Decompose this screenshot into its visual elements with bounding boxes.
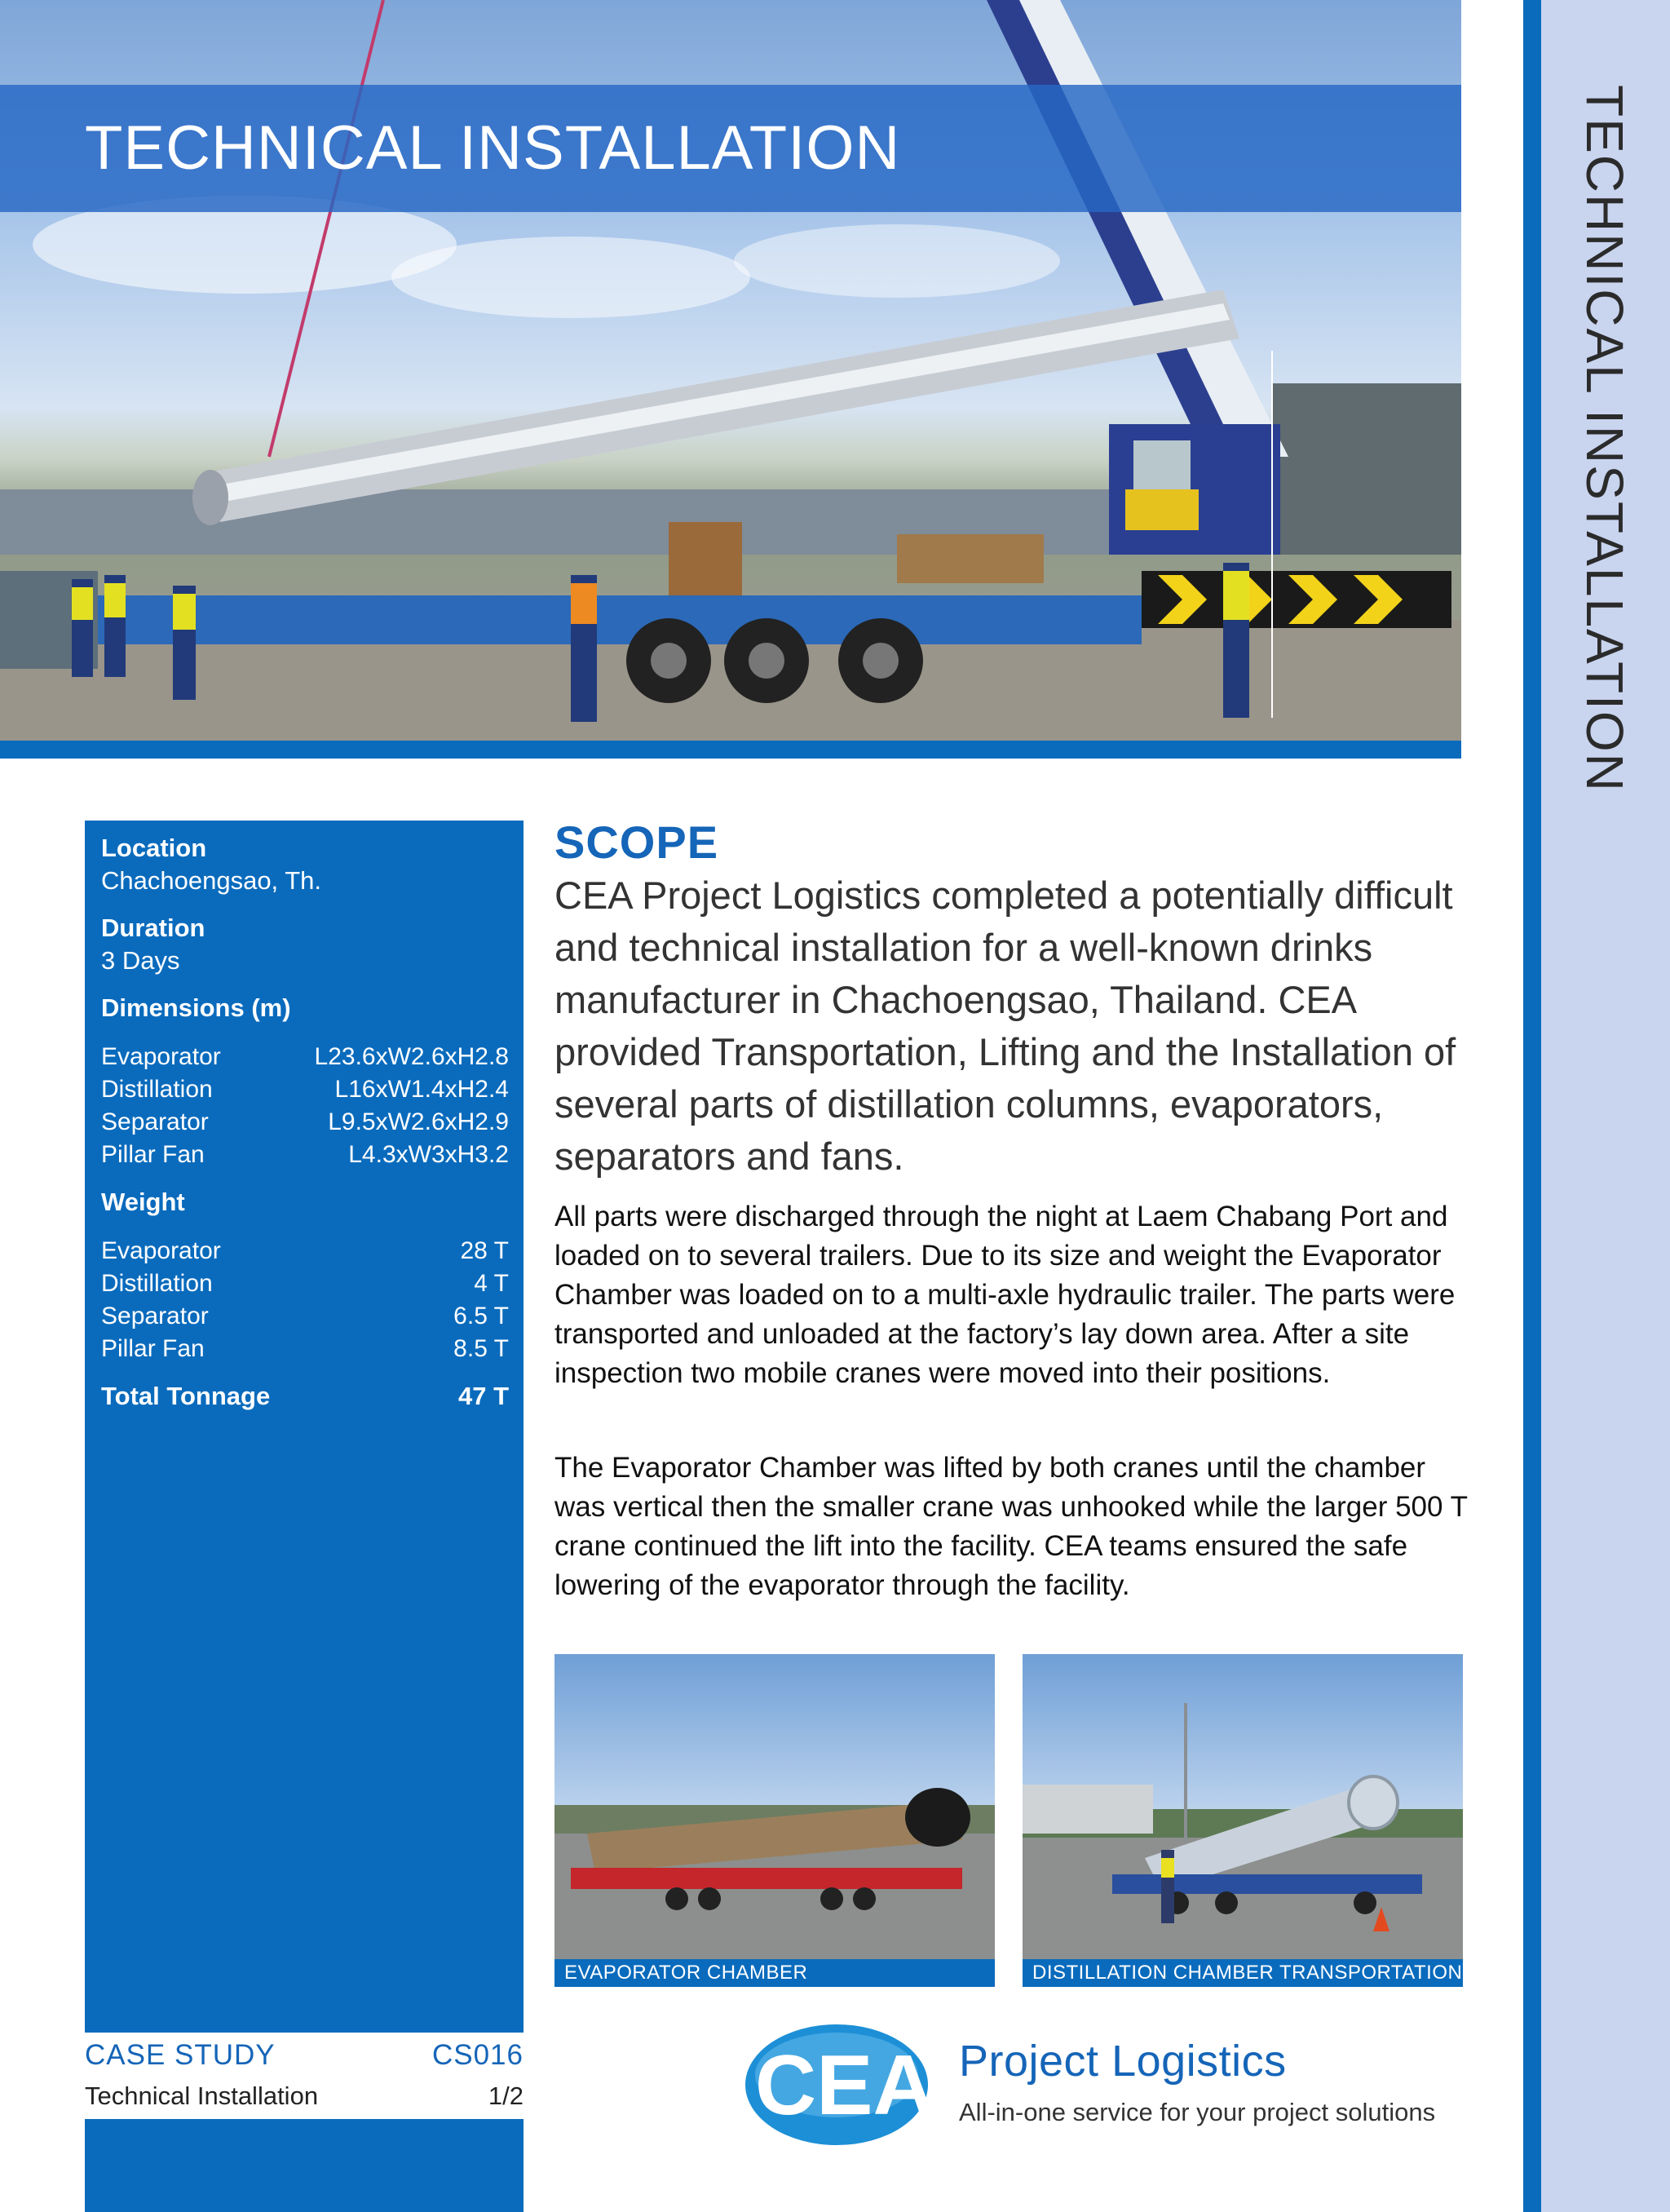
dimension-row	[101, 1041, 509, 1073]
weight-value: 6.5 T	[453, 1303, 509, 1329]
logo-company-name: Project Logistics	[959, 2037, 1287, 2086]
weight-value: 28 T	[460, 1237, 509, 1264]
case-study-code: CS016	[431, 2039, 524, 2071]
weight-row	[101, 1235, 509, 1267]
duration-label: Duration	[101, 914, 205, 942]
case-study-subtitle: Technical Installation	[85, 2081, 319, 2110]
weight-row	[101, 1300, 509, 1333]
dimension-item: Evaporator	[101, 1043, 221, 1070]
hero-title: TECHNICAL INSTALLATION	[85, 113, 901, 183]
dimension-item: Separator	[101, 1108, 209, 1135]
footer-blue-block	[85, 2119, 524, 2212]
dimension-value: L4.3xW3xH3.2	[348, 1141, 509, 1168]
case-study-header	[85, 2039, 524, 2072]
distillation-transport-photo	[1023, 1654, 1463, 1987]
cea-logo	[740, 2018, 1474, 2148]
weight-row	[101, 1267, 509, 1300]
location-value: Chachoengsao, Th.	[101, 866, 322, 895]
dimension-value: L16xW1.4xH2.4	[334, 1076, 509, 1103]
scope-paragraph-2: The Evaporator Chamber was lifted by both cranes until the chamber was vertical then the smaller crane was unhooked while the larger 500 T crane continued the lift into the facility. CEA teams ensured the safe lowering of the evaporator through the facility.	[554, 1452, 1468, 1601]
side-accent-bar	[1523, 0, 1541, 2212]
location-label: Location	[101, 834, 207, 862]
scope-heading: SCOPE	[554, 816, 719, 868]
weight-row	[101, 1333, 509, 1365]
dimension-row	[101, 1139, 509, 1171]
duration-value: 3 Days	[101, 946, 180, 975]
dimension-item: Pillar Fan	[101, 1141, 205, 1168]
evaporator-truck-scene	[554, 1654, 995, 1987]
scope-lead-paragraph: CEA Project Logistics completed a potentially difficult and technical installation for a well-known drinks manufacturer in Chachoengsao, Thailand. CEA provided Transportation, Lifting and the Installation of several parts of distillation columns, evaporators, separators and fans.	[554, 874, 1456, 1178]
dimensions-label: Dimensions (m)	[101, 993, 291, 1022]
cea-logo-lettering: CEA	[755, 2038, 934, 2133]
weight-item: Evaporator	[101, 1237, 221, 1264]
case-study-label: CASE STUDY	[85, 2039, 276, 2071]
logo-tagline: All-in-one service for your project solutions	[959, 2098, 1436, 2126]
distillation-photo-caption: DISTILLATION CHAMBER TRANSPORTATION	[1023, 1959, 1463, 1987]
dimension-row	[101, 1106, 509, 1139]
dimension-item: Distillation	[101, 1076, 213, 1103]
dimension-value: L9.5xW2.6xH2.9	[328, 1108, 509, 1135]
evaporator-photo-caption: EVAPORATOR CHAMBER TRANSPORTATION	[554, 1959, 995, 1987]
weight-value: 4 T	[474, 1270, 509, 1297]
weight-item: Separator	[101, 1303, 209, 1329]
hero-divider	[0, 741, 1461, 759]
side-vertical-title: TECHNICAL INSTALLATION	[1575, 85, 1634, 793]
case-study-subheader	[85, 2081, 524, 2111]
total-tonnage-value: 47 T	[457, 1382, 509, 1410]
weight-item: Pillar Fan	[101, 1335, 205, 1362]
evaporator-transport-photo	[554, 1654, 995, 2011]
cea-logo-mark	[740, 2018, 944, 2148]
weight-label: Weight	[101, 1188, 185, 1216]
total-tonnage-label: Total Tonnage	[101, 1382, 271, 1410]
page-number: 1/2	[488, 2081, 524, 2110]
dimension-row	[101, 1073, 509, 1106]
dimension-value: L23.6xW2.6xH2.8	[314, 1043, 509, 1070]
weight-item: Distillation	[101, 1270, 213, 1297]
project-info-box	[85, 821, 524, 2033]
weight-value: 8.5 T	[453, 1335, 509, 1362]
total-tonnage-row	[101, 1380, 509, 1413]
distillation-truck-scene	[1023, 1654, 1463, 1987]
scope-paragraph-1: All parts were discharged through the night at Laem Chabang Port and loaded on to several trailers. Due to its size and weight the Evaporator Chamber was loaded on to a multi-axle hydraulic trailer. The parts were transported and unloaded at the factory’s lay down area. After a site inspection two mobile cranes were moved into their positions.	[554, 1201, 1456, 1389]
